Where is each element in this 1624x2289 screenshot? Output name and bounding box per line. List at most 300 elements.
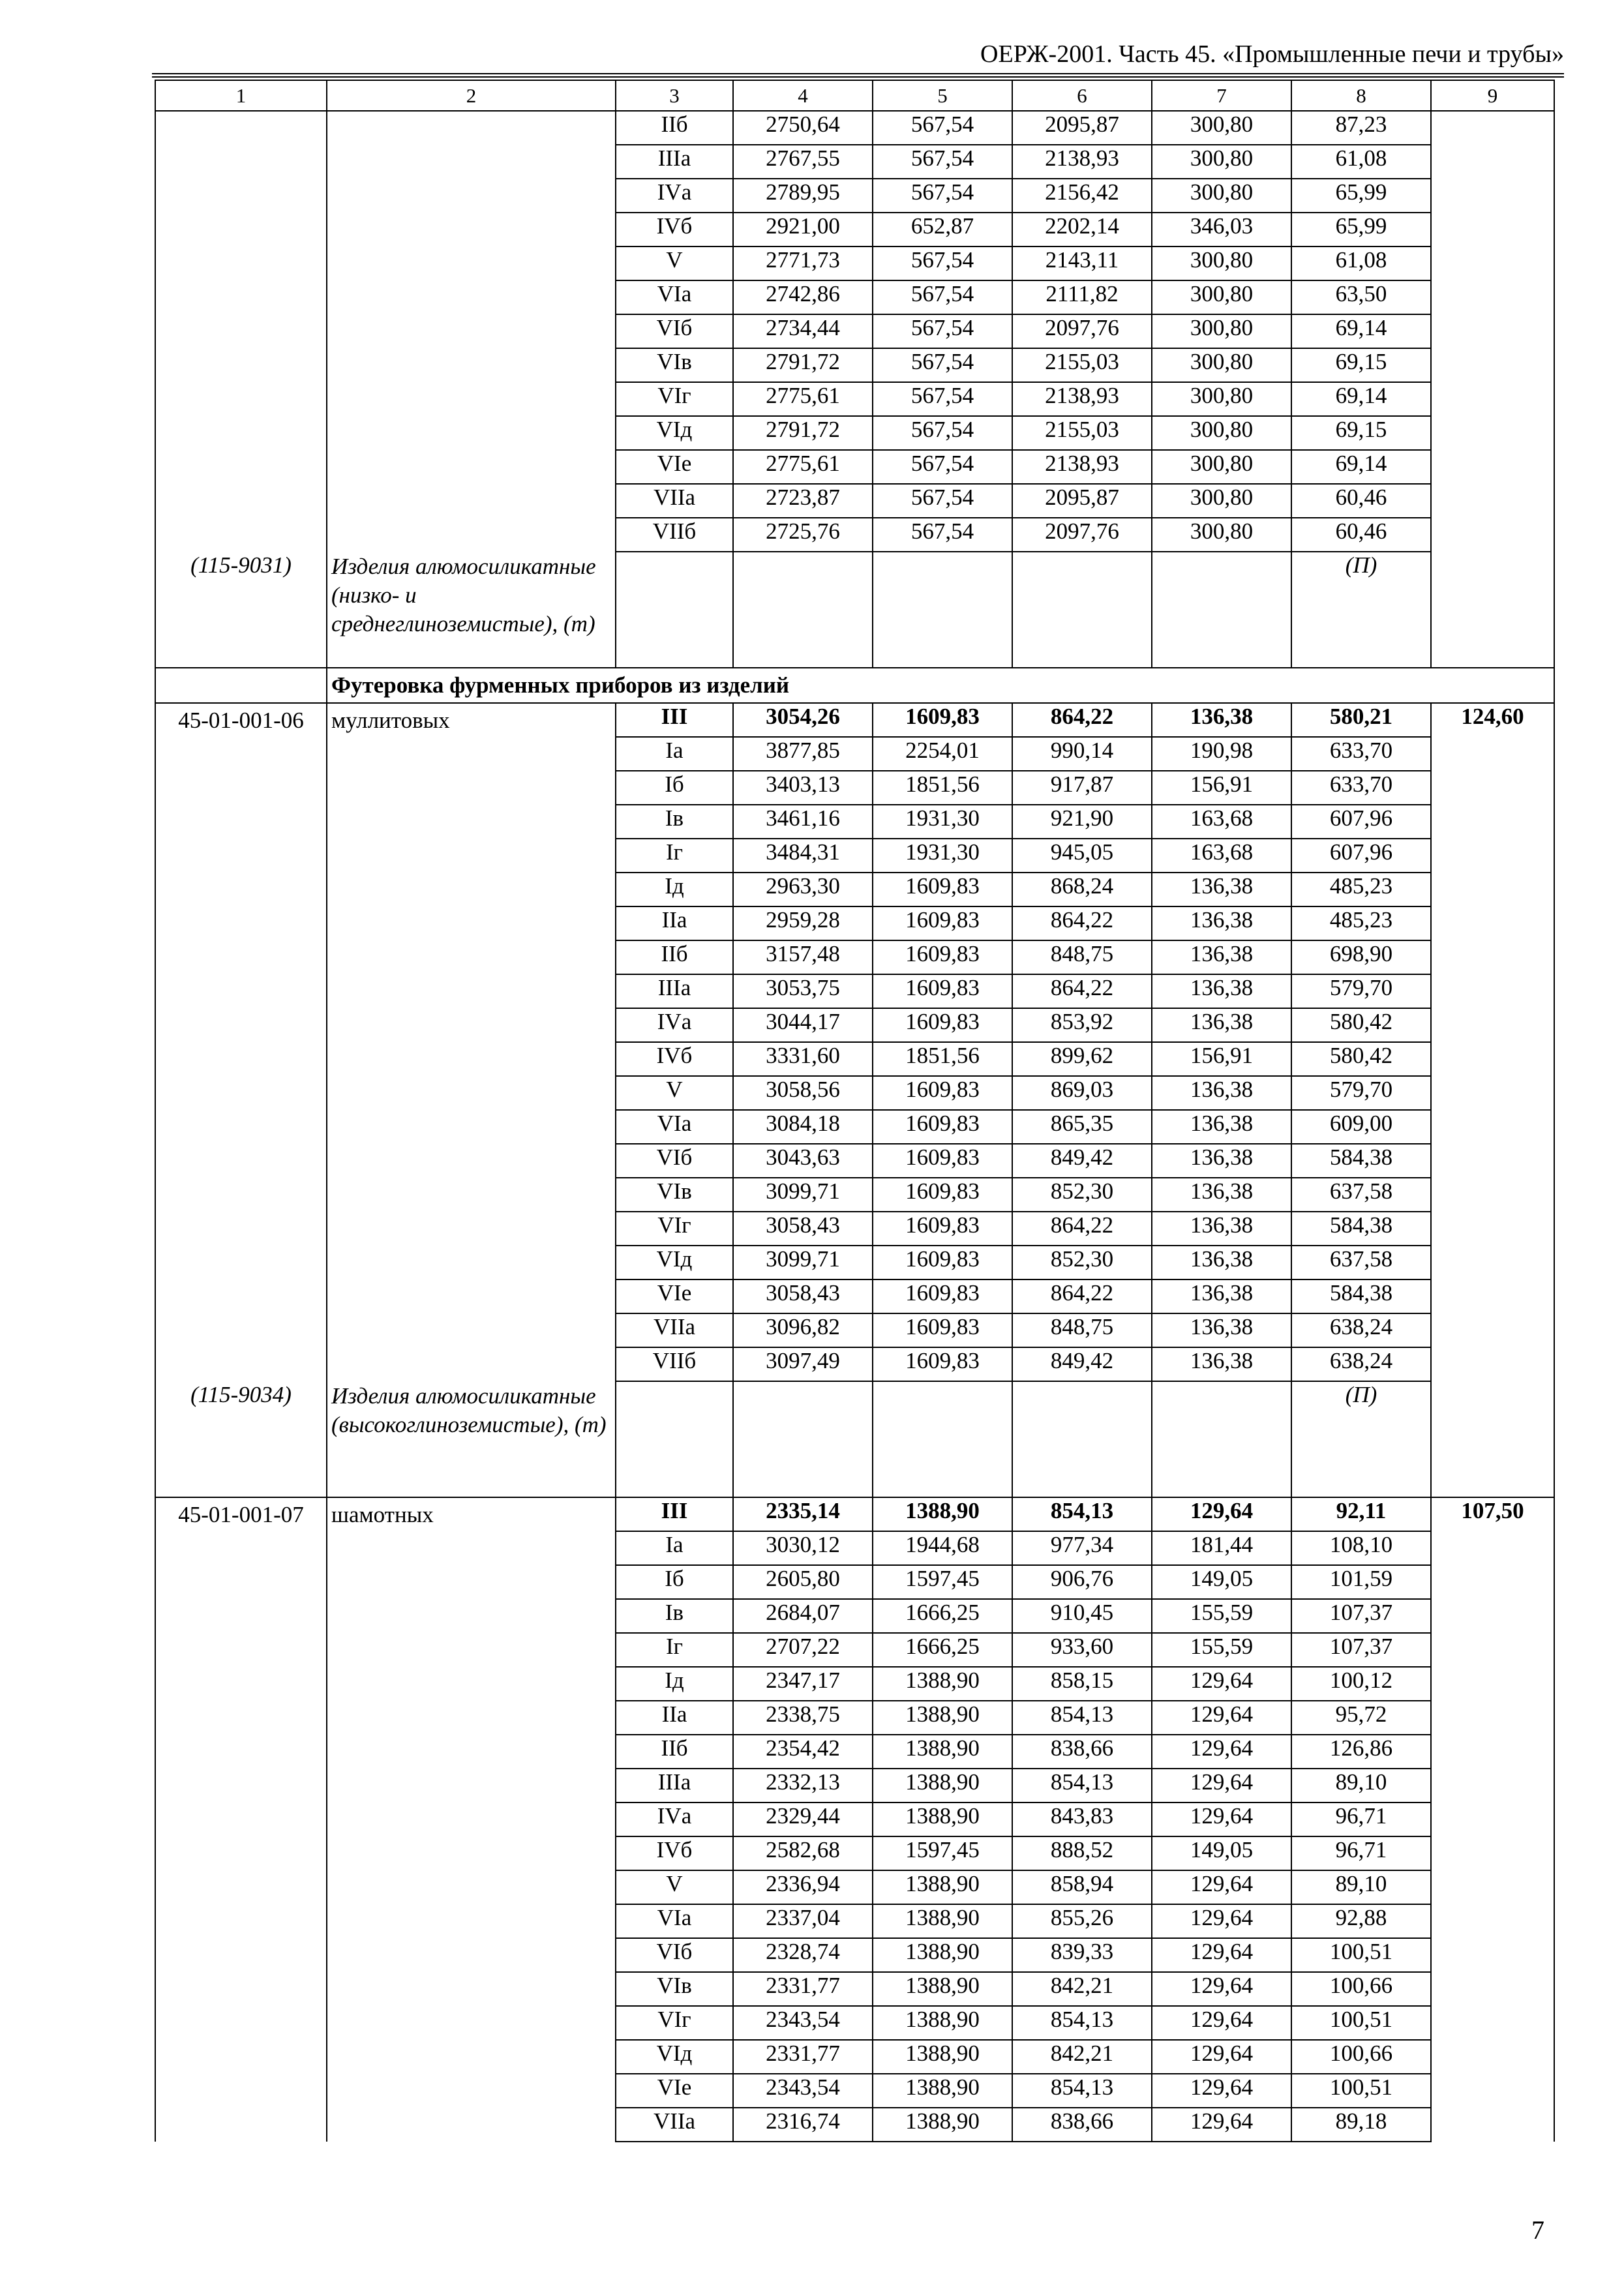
value-cell: 181,44 xyxy=(1152,1531,1291,1565)
zone-cell: IIб xyxy=(616,111,733,145)
value-cell: 155,59 xyxy=(1152,1599,1291,1633)
value-cell: 87,23 xyxy=(1291,111,1431,145)
value-cell: 3403,13 xyxy=(733,771,873,805)
value-cell: 567,54 xyxy=(873,247,1012,280)
value-cell: 3461,16 xyxy=(733,805,873,839)
value-cell: 129,64 xyxy=(1152,1803,1291,1836)
value-cell: 3331,60 xyxy=(733,1042,873,1076)
value-cell: 848,75 xyxy=(1012,1313,1152,1347)
value-cell: 100,51 xyxy=(1291,2074,1431,2108)
value-cell: 2789,95 xyxy=(733,179,873,213)
value-cell: 1388,90 xyxy=(873,1870,1012,1904)
value-cell: 2138,93 xyxy=(1012,145,1152,179)
value-cell: 2959,28 xyxy=(733,906,873,940)
value-cell: 584,38 xyxy=(1291,1212,1431,1246)
value-cell: 864,22 xyxy=(1012,906,1152,940)
price-table xyxy=(155,80,1555,2142)
column-number-row xyxy=(155,80,1554,111)
zone-cell: Iд xyxy=(616,873,733,906)
zone-cell: IIIа xyxy=(616,145,733,179)
value-cell: 910,45 xyxy=(1012,1599,1152,1633)
value-cell: 567,54 xyxy=(873,382,1012,416)
value-cell: 2332,13 xyxy=(733,1769,873,1803)
resource-material: Изделия алюмосиликатные (высокоглиноземистые), (т) xyxy=(331,1383,607,1437)
value-cell: 300,80 xyxy=(1152,179,1291,213)
value-cell: 3058,43 xyxy=(733,1279,873,1313)
value-cell: 852,30 xyxy=(1012,1246,1152,1279)
value-cell: 990,14 xyxy=(1012,737,1152,771)
value-cell: 848,75 xyxy=(1012,940,1152,974)
zone-cell: IIб xyxy=(616,1735,733,1769)
value-cell: 300,80 xyxy=(1152,416,1291,450)
zone-cell: III xyxy=(616,1497,733,1531)
value-cell: 101,59 xyxy=(1291,1565,1431,1599)
value-cell: 2254,01 xyxy=(873,737,1012,771)
material-empty-cell xyxy=(1152,552,1291,668)
value-cell: 567,54 xyxy=(873,518,1012,552)
zone-cell: VIд xyxy=(616,1246,733,1279)
value-cell: 485,23 xyxy=(1291,873,1431,906)
zone-cell: VIг xyxy=(616,1212,733,1246)
value-cell: 854,13 xyxy=(1012,1769,1152,1803)
value-cell: 921,90 xyxy=(1012,805,1152,839)
value-cell: 2202,14 xyxy=(1012,213,1152,247)
value-cell: 637,58 xyxy=(1291,1178,1431,1212)
material-empty-cell xyxy=(873,1381,1012,1497)
value-cell: 69,14 xyxy=(1291,382,1431,416)
zone-cell: Iв xyxy=(616,1599,733,1633)
column-number: 6 xyxy=(1012,80,1152,111)
value-cell: 1388,90 xyxy=(873,2040,1012,2074)
value-cell: 2921,00 xyxy=(733,213,873,247)
value-cell: 163,68 xyxy=(1152,805,1291,839)
value-cell: 609,00 xyxy=(1291,1110,1431,1144)
value-cell: 485,23 xyxy=(1291,906,1431,940)
section-empty xyxy=(155,668,327,703)
value-cell: 2138,93 xyxy=(1012,382,1152,416)
value-cell: 2337,04 xyxy=(733,1904,873,1938)
material-col8: (П) xyxy=(1291,552,1431,668)
value-cell: 69,15 xyxy=(1291,416,1431,450)
code-cell xyxy=(155,703,327,1497)
column-number: 5 xyxy=(873,80,1012,111)
value-cell: 300,80 xyxy=(1152,382,1291,416)
value-cell: 1388,90 xyxy=(873,1769,1012,1803)
value-cell: 567,54 xyxy=(873,111,1012,145)
value-cell: 100,66 xyxy=(1291,2040,1431,2074)
value-cell: 580,42 xyxy=(1291,1008,1431,1042)
value-cell: 63,50 xyxy=(1291,280,1431,314)
value-cell: 854,13 xyxy=(1012,2074,1152,2108)
work-name: шамотных xyxy=(331,1502,434,1527)
value-cell: 100,51 xyxy=(1291,2006,1431,2040)
zone-cell: VIб xyxy=(616,1144,733,1178)
value-cell: 136,38 xyxy=(1152,906,1291,940)
value-cell: 69,14 xyxy=(1291,314,1431,348)
zone-cell: Iб xyxy=(616,771,733,805)
material-empty-cell xyxy=(1152,1381,1291,1497)
value-cell: 136,38 xyxy=(1152,940,1291,974)
header-rule xyxy=(152,73,1564,74)
value-cell: 607,96 xyxy=(1291,805,1431,839)
value-cell: 300,80 xyxy=(1152,247,1291,280)
value-cell: 637,58 xyxy=(1291,1246,1431,1279)
material-zone-cell xyxy=(616,552,733,668)
value-cell: 300,80 xyxy=(1152,145,1291,179)
value-cell: 567,54 xyxy=(873,348,1012,382)
value-cell: 136,38 xyxy=(1152,1144,1291,1178)
work-name xyxy=(331,112,611,115)
value-cell: 2095,87 xyxy=(1012,111,1152,145)
value-cell: 852,30 xyxy=(1012,1178,1152,1212)
value-cell: 633,70 xyxy=(1291,737,1431,771)
value-cell: 2582,68 xyxy=(733,1836,873,1870)
page-header: ОЕРЖ-2001. Часть 45. «Промышленные печи и трубы» xyxy=(980,40,1564,68)
value-cell: 698,90 xyxy=(1291,940,1431,974)
table-row xyxy=(155,703,1554,737)
value-cell: 300,80 xyxy=(1152,314,1291,348)
value-cell: 1609,83 xyxy=(873,873,1012,906)
value-cell: 69,14 xyxy=(1291,450,1431,484)
section-heading-row xyxy=(155,668,1554,703)
value-cell: 129,64 xyxy=(1152,1870,1291,1904)
value-cell: 864,22 xyxy=(1012,1212,1152,1246)
value-cell: 2605,80 xyxy=(733,1565,873,1599)
value-cell: 1388,90 xyxy=(873,1904,1012,1938)
value-cell: 136,38 xyxy=(1152,873,1291,906)
zone-cell: V xyxy=(616,1870,733,1904)
value-cell: 843,83 xyxy=(1012,1803,1152,1836)
code-cell xyxy=(155,111,327,668)
value-cell: 3044,17 xyxy=(733,1008,873,1042)
value-cell: 156,91 xyxy=(1152,771,1291,805)
value-cell: 579,70 xyxy=(1291,1076,1431,1110)
column-number: 7 xyxy=(1152,80,1291,111)
resource-ref: (115-9031) xyxy=(190,552,292,578)
value-cell: 849,42 xyxy=(1012,1347,1152,1381)
value-cell: 2775,61 xyxy=(733,450,873,484)
value-cell: 1388,90 xyxy=(873,2006,1012,2040)
value-cell: 869,03 xyxy=(1012,1076,1152,1110)
column-number: 9 xyxy=(1431,80,1554,111)
value-cell: 1609,83 xyxy=(873,940,1012,974)
value-cell: 2097,76 xyxy=(1012,314,1152,348)
value-cell: 580,21 xyxy=(1291,703,1431,737)
value-cell: 346,03 xyxy=(1152,213,1291,247)
code-cell xyxy=(155,1497,327,2142)
zone-cell: VIIа xyxy=(616,2108,733,2142)
value-cell: 2750,64 xyxy=(733,111,873,145)
zone-cell: IVа xyxy=(616,1803,733,1836)
material-empty-cell xyxy=(733,1381,873,1497)
value-cell: 2343,54 xyxy=(733,2006,873,2040)
zone-cell: VIIб xyxy=(616,1347,733,1381)
value-cell: 300,80 xyxy=(1152,450,1291,484)
value-cell: 136,38 xyxy=(1152,1313,1291,1347)
value-cell: 136,38 xyxy=(1152,1279,1291,1313)
value-cell: 2155,03 xyxy=(1012,416,1152,450)
value-cell: 2156,42 xyxy=(1012,179,1152,213)
value-cell: 300,80 xyxy=(1152,111,1291,145)
value-cell: 136,38 xyxy=(1152,1347,1291,1381)
zone-cell: IIа xyxy=(616,1701,733,1735)
zone-cell: Iд xyxy=(616,1667,733,1701)
value-cell: 3058,43 xyxy=(733,1212,873,1246)
value-cell: 864,22 xyxy=(1012,703,1152,737)
work-name: муллитовых xyxy=(331,708,450,733)
value-cell: 2343,54 xyxy=(733,2074,873,2108)
zone-cell: V xyxy=(616,247,733,280)
value-cell: 3484,31 xyxy=(733,839,873,873)
name-cell xyxy=(327,703,616,1497)
value-cell: 1944,68 xyxy=(873,1531,1012,1565)
rate-code xyxy=(160,112,322,115)
zone-cell: IVа xyxy=(616,1008,733,1042)
value-cell: 567,54 xyxy=(873,416,1012,450)
zone-cell: VIе xyxy=(616,450,733,484)
value-cell: 1609,83 xyxy=(873,1212,1012,1246)
zone-cell: Iг xyxy=(616,1633,733,1667)
value-cell: 65,99 xyxy=(1291,213,1431,247)
value-cell: 899,62 xyxy=(1012,1042,1152,1076)
value-cell: 3099,71 xyxy=(733,1246,873,1279)
value-cell: 888,52 xyxy=(1012,1836,1152,1870)
table-row xyxy=(155,1497,1554,1531)
zone-cell: IVб xyxy=(616,1836,733,1870)
column-number: 2 xyxy=(327,80,616,111)
value-cell: 2684,07 xyxy=(733,1599,873,1633)
value-cell: 855,26 xyxy=(1012,1904,1152,1938)
value-cell: 1666,25 xyxy=(873,1599,1012,1633)
value-cell: 1609,83 xyxy=(873,1076,1012,1110)
value-cell: 567,54 xyxy=(873,145,1012,179)
value-cell: 3097,49 xyxy=(733,1347,873,1381)
value-cell: 61,08 xyxy=(1291,247,1431,280)
zone-cell: Iа xyxy=(616,1531,733,1565)
value-cell: 89,18 xyxy=(1291,2108,1431,2142)
value-cell: 2742,86 xyxy=(733,280,873,314)
material-empty-cell xyxy=(733,552,873,668)
value-cell: 95,72 xyxy=(1291,1701,1431,1735)
value-cell: 136,38 xyxy=(1152,1246,1291,1279)
page-number: 7 xyxy=(1531,2215,1544,2245)
value-cell: 1609,83 xyxy=(873,1313,1012,1347)
zone-cell: VIIа xyxy=(616,1313,733,1347)
value-cell: 865,35 xyxy=(1012,1110,1152,1144)
value-cell: 2723,87 xyxy=(733,484,873,518)
value-cell: 129,64 xyxy=(1152,1769,1291,1803)
value-cell: 3053,75 xyxy=(733,974,873,1008)
value-cell: 584,38 xyxy=(1291,1144,1431,1178)
value-cell: 129,64 xyxy=(1152,1938,1291,1972)
value-cell: 1666,25 xyxy=(873,1633,1012,1667)
zone-cell: VIа xyxy=(616,280,733,314)
value-cell: 129,64 xyxy=(1152,2006,1291,2040)
value-cell: 2095,87 xyxy=(1012,484,1152,518)
value-cell: 2111,82 xyxy=(1012,280,1152,314)
value-cell: 61,08 xyxy=(1291,145,1431,179)
value-cell: 1597,45 xyxy=(873,1565,1012,1599)
value-cell: 300,80 xyxy=(1152,348,1291,382)
value-cell: 1851,56 xyxy=(873,1042,1012,1076)
name-cell xyxy=(327,111,616,668)
value-cell: 1609,83 xyxy=(873,703,1012,737)
value-cell: 129,64 xyxy=(1152,2074,1291,2108)
value-cell: 92,11 xyxy=(1291,1497,1431,1531)
value-cell: 1609,83 xyxy=(873,1144,1012,1178)
value-cell: 2331,77 xyxy=(733,2040,873,2074)
value-cell: 567,54 xyxy=(873,484,1012,518)
value-cell: 842,21 xyxy=(1012,2040,1152,2074)
zone-cell: VIг xyxy=(616,382,733,416)
zone-cell: VIб xyxy=(616,314,733,348)
value-cell: 2328,74 xyxy=(733,1938,873,1972)
value-cell: 580,42 xyxy=(1291,1042,1431,1076)
rate-code: 45-01-001-07 xyxy=(178,1502,304,1527)
value-cell: 136,38 xyxy=(1152,1008,1291,1042)
value-cell: 2963,30 xyxy=(733,873,873,906)
value-cell: 864,22 xyxy=(1012,1279,1152,1313)
value-cell: 1388,90 xyxy=(873,1972,1012,2006)
value-cell: 1388,90 xyxy=(873,1701,1012,1735)
price-table-body xyxy=(155,80,1554,2142)
value-cell: 2354,42 xyxy=(733,1735,873,1769)
zone-cell: IVа xyxy=(616,179,733,213)
table-row xyxy=(155,111,1554,145)
material-zone-cell xyxy=(616,1381,733,1497)
value-cell: 69,15 xyxy=(1291,348,1431,382)
value-cell: 2138,93 xyxy=(1012,450,1152,484)
value-cell: 2707,22 xyxy=(733,1633,873,1667)
resource-material: Изделия алюмосиликатные (низко- и среднеглиноземистые), (т) xyxy=(331,554,596,636)
value-cell: 854,13 xyxy=(1012,1701,1152,1735)
value-cell: 129,64 xyxy=(1152,1497,1291,1531)
value-cell: 100,12 xyxy=(1291,1667,1431,1701)
value-cell: 1609,83 xyxy=(873,1008,1012,1042)
value-cell: 3877,85 xyxy=(733,737,873,771)
value-cell: 584,38 xyxy=(1291,1279,1431,1313)
value-cell: 567,54 xyxy=(873,179,1012,213)
zone-cell: Iа xyxy=(616,737,733,771)
value-cell: 60,46 xyxy=(1291,484,1431,518)
value-cell: 129,64 xyxy=(1152,1735,1291,1769)
zone-cell: VIд xyxy=(616,416,733,450)
value-cell: 1931,30 xyxy=(873,805,1012,839)
value-cell: 854,13 xyxy=(1012,2006,1152,2040)
rate-code: 45-01-001-06 xyxy=(178,708,304,733)
value-cell: 126,86 xyxy=(1291,1735,1431,1769)
value-cell: 136,38 xyxy=(1152,1178,1291,1212)
value-cell: 839,33 xyxy=(1012,1938,1152,1972)
column-number: 1 xyxy=(155,80,327,111)
value-cell: 107,37 xyxy=(1291,1599,1431,1633)
material-empty-cell xyxy=(1012,1381,1152,1497)
value-cell: 579,70 xyxy=(1291,974,1431,1008)
value-cell: 1388,90 xyxy=(873,1497,1012,1531)
header-rule-thin xyxy=(152,76,1564,78)
section-title: Футеровка фурменных приборов из изделий xyxy=(327,668,1554,703)
value-cell: 1388,90 xyxy=(873,1735,1012,1769)
zone-cell: VIг xyxy=(616,2006,733,2040)
value-cell: 1931,30 xyxy=(873,839,1012,873)
value-cell: 1609,83 xyxy=(873,974,1012,1008)
zone-cell: VIв xyxy=(616,348,733,382)
value-cell: 3096,82 xyxy=(733,1313,873,1347)
value-cell: 100,51 xyxy=(1291,1938,1431,1972)
value-cell: 136,38 xyxy=(1152,1110,1291,1144)
value-cell: 300,80 xyxy=(1152,280,1291,314)
value-cell: 2336,94 xyxy=(733,1870,873,1904)
zone-cell: VIб xyxy=(616,1938,733,1972)
value-cell: 89,10 xyxy=(1291,1870,1431,1904)
value-cell: 2767,55 xyxy=(733,145,873,179)
value-cell: 838,66 xyxy=(1012,2108,1152,2142)
value-cell: 92,88 xyxy=(1291,1904,1431,1938)
value-cell: 2771,73 xyxy=(733,247,873,280)
value-cell: 100,66 xyxy=(1291,1972,1431,2006)
value-cell: 2347,17 xyxy=(733,1667,873,1701)
value-cell: 2155,03 xyxy=(1012,348,1152,382)
zone-cell: VIе xyxy=(616,2074,733,2108)
value-cell: 107,37 xyxy=(1291,1633,1431,1667)
value-cell: 136,38 xyxy=(1152,703,1291,737)
value-cell: 1388,90 xyxy=(873,1938,1012,1972)
value-cell: 129,64 xyxy=(1152,1904,1291,1938)
col9-cell: 124,60 xyxy=(1431,703,1554,1497)
value-cell: 60,46 xyxy=(1291,518,1431,552)
value-cell: 853,92 xyxy=(1012,1008,1152,1042)
value-cell: 1388,90 xyxy=(873,2108,1012,2142)
value-cell: 652,87 xyxy=(873,213,1012,247)
resource-ref: (115-9034) xyxy=(190,1382,292,1407)
value-cell: 136,38 xyxy=(1152,1076,1291,1110)
value-cell: 567,54 xyxy=(873,280,1012,314)
value-cell: 156,91 xyxy=(1152,1042,1291,1076)
value-cell: 858,15 xyxy=(1012,1667,1152,1701)
zone-cell: VIв xyxy=(616,1972,733,2006)
column-number: 8 xyxy=(1291,80,1431,111)
value-cell: 149,05 xyxy=(1152,1565,1291,1599)
zone-cell: VIа xyxy=(616,1110,733,1144)
value-cell: 906,76 xyxy=(1012,1565,1152,1599)
value-cell: 2335,14 xyxy=(733,1497,873,1531)
value-cell: 2791,72 xyxy=(733,416,873,450)
value-cell: 129,64 xyxy=(1152,1667,1291,1701)
zone-cell: V xyxy=(616,1076,733,1110)
material-empty-cell xyxy=(873,552,1012,668)
value-cell: 2331,77 xyxy=(733,1972,873,2006)
value-cell: 858,94 xyxy=(1012,1870,1152,1904)
value-cell: 1609,83 xyxy=(873,1347,1012,1381)
value-cell: 3043,63 xyxy=(733,1144,873,1178)
value-cell: 1609,83 xyxy=(873,1246,1012,1279)
zone-cell: IIIа xyxy=(616,974,733,1008)
value-cell: 2338,75 xyxy=(733,1701,873,1735)
value-cell: 136,38 xyxy=(1152,1212,1291,1246)
zone-cell: Iв xyxy=(616,805,733,839)
value-cell: 567,54 xyxy=(873,450,1012,484)
column-number: 3 xyxy=(616,80,733,111)
value-cell: 633,70 xyxy=(1291,771,1431,805)
zone-cell: VIд xyxy=(616,2040,733,2074)
value-cell: 842,21 xyxy=(1012,1972,1152,2006)
zone-cell: VIе xyxy=(616,1279,733,1313)
value-cell: 977,34 xyxy=(1012,1531,1152,1565)
value-cell: 108,10 xyxy=(1291,1531,1431,1565)
value-cell: 849,42 xyxy=(1012,1144,1152,1178)
value-cell: 163,68 xyxy=(1152,839,1291,873)
value-cell: 300,80 xyxy=(1152,518,1291,552)
